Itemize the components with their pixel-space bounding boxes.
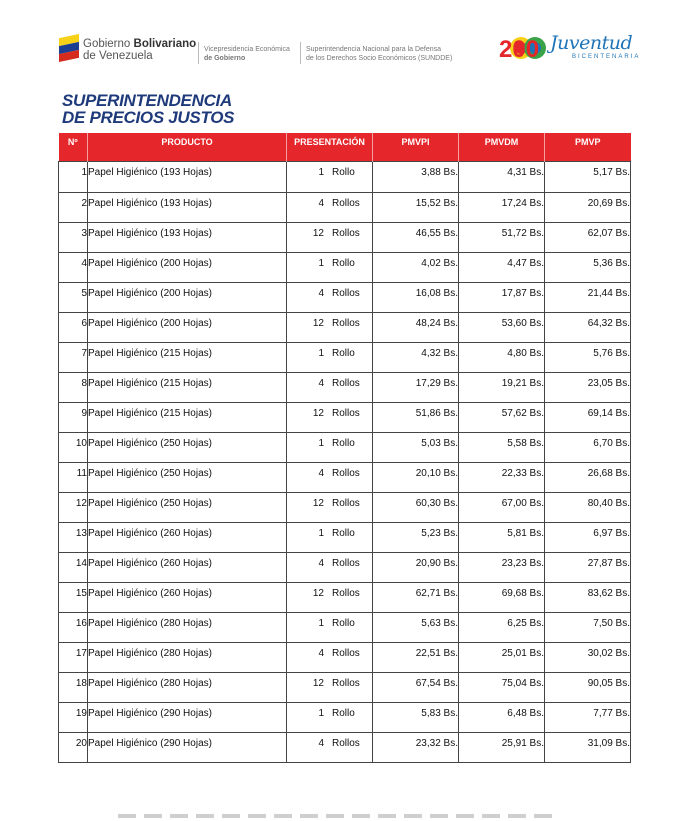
cell-pmvpi: 60,30 Bs. [373,493,459,523]
vice-line1: Vicepresidencia Económica [204,46,290,53]
cell-number: 18 [59,673,88,703]
table-row [59,373,631,403]
cell-product: Papel Higiénico (280 Hojas) [88,613,287,643]
cell-pmvpi: 3,88 Bs. [373,162,459,193]
cell-pmvdm: 4,80 Bs. [459,343,545,373]
cell-number: 19 [59,703,88,733]
cell-presentation [287,433,373,463]
column-header-pmvpi: PMVPI [373,133,459,162]
cell-presentation [287,523,373,553]
cell-pmvp: 6,70 Bs. [545,433,631,463]
table-row [59,223,631,253]
cell-number: 5 [59,283,88,313]
presentation-quantity: 4 [318,198,324,209]
cell-pmvdm: 5,58 Bs. [459,433,545,463]
cell-pmvp: 23,05 Bs. [545,373,631,403]
cell-pmvdm: 67,00 Bs. [459,493,545,523]
cell-pmvdm: 6,48 Bs. [459,703,545,733]
table-row [59,433,631,463]
gov-line2: de Venezuela [83,50,153,62]
cell-pmvdm: 19,21 Bs. [459,373,545,403]
cell-pmvpi: 67,54 Bs. [373,673,459,703]
price-table-body [59,162,631,763]
cell-presentation [287,253,373,283]
column-header-pmvdm: PMVDM [459,133,545,162]
cell-product: Papel Higiénico (200 Hojas) [88,313,287,343]
price-table [58,133,631,763]
cell-pmvdm: 57,62 Bs. [459,403,545,433]
sundde-line1: Superintendencia Nacional para la Defensa [306,46,442,53]
venezuela-flag-icon [59,34,79,62]
cell-number: 6 [59,313,88,343]
table-row [59,463,631,493]
cell-presentation [287,613,373,643]
presentation-unit: Rollos [332,468,360,479]
vice-presidency-text [204,45,290,63]
cell-number: 2 [59,193,88,223]
presentation-quantity: 1 [318,528,324,539]
cell-product: Papel Higiénico (290 Hojas) [88,703,287,733]
cell-pmvdm: 25,91 Bs. [459,733,545,763]
presentation-unit: Rollo [332,618,355,629]
cell-pmvpi: 46,55 Bs. [373,223,459,253]
header-divider [198,42,199,64]
cell-pmvp: 5,36 Bs. [545,253,631,283]
cell-number: 9 [59,403,88,433]
vice-line2: de Gobierno [204,55,246,62]
cell-pmvp: 31,09 Bs. [545,733,631,763]
table-row [59,493,631,523]
cell-product: Papel Higiénico (200 Hojas) [88,253,287,283]
cell-product: Papel Higiénico (215 Hojas) [88,343,287,373]
table-row [59,733,631,763]
presentation-unit: Rollos [332,288,360,299]
title-line2: DE PRECIOS JUSTOS [62,108,235,127]
presentation-unit: Rollos [332,378,360,389]
cell-pmvdm: 5,81 Bs. [459,523,545,553]
presentation-unit: Rollo [332,348,355,359]
cell-presentation [287,583,373,613]
cell-pmvp: 80,40 Bs. [545,493,631,523]
bicentenary-logo-icon [498,33,548,63]
column-header-product: PRODUCTO [88,133,287,162]
presentation-unit: Rollos [332,228,360,239]
presentation-unit: Rollo [332,528,355,539]
cell-product: Papel Higiénico (250 Hojas) [88,433,287,463]
table-row [59,643,631,673]
table-row [59,523,631,553]
presentation-quantity: 12 [312,498,324,509]
presentation-unit: Rollo [332,258,355,269]
cell-number: 14 [59,553,88,583]
cell-product: Papel Higiénico (280 Hojas) [88,643,287,673]
presentation-quantity: 12 [312,318,324,329]
presentation-quantity: 1 [318,708,324,719]
cell-pmvpi: 5,03 Bs. [373,433,459,463]
presentation-quantity: 12 [312,678,324,689]
cell-pmvp: 83,62 Bs. [545,583,631,613]
table-row [59,403,631,433]
cell-product: Papel Higiénico (200 Hojas) [88,283,287,313]
document-header [0,0,687,80]
presentation-unit: Rollos [332,738,360,749]
cell-number: 20 [59,733,88,763]
presentation-quantity: 1 [318,438,324,449]
cell-presentation [287,733,373,763]
cell-product: Papel Higiénico (193 Hojas) [88,193,287,223]
cell-number: 17 [59,643,88,673]
cell-pmvdm: 6,25 Bs. [459,613,545,643]
presentation-quantity: 4 [318,378,324,389]
cell-pmvpi: 48,24 Bs. [373,313,459,343]
cell-product: Papel Higiénico (260 Hojas) [88,583,287,613]
cell-number: 16 [59,613,88,643]
cell-product: Papel Higiénico (260 Hojas) [88,523,287,553]
table-row [59,313,631,343]
presentation-unit: Rollo [332,708,355,719]
cell-presentation [287,403,373,433]
cell-pmvp: 5,76 Bs. [545,343,631,373]
presentation-unit: Rollos [332,678,360,689]
cell-pmvp: 90,05 Bs. [545,673,631,703]
juventud-logo-text: Juventud [550,32,633,54]
table-row [59,162,631,193]
cell-number: 1 [59,162,88,193]
table-header-row [59,133,631,162]
cell-pmvdm: 25,01 Bs. [459,643,545,673]
juventud-logo-subtext: BICENTENARIA [572,54,641,60]
cell-pmvp: 69,14 Bs. [545,403,631,433]
cell-presentation [287,193,373,223]
presentation-quantity: 1 [318,618,324,629]
cell-pmvp: 27,87 Bs. [545,553,631,583]
cell-number: 10 [59,433,88,463]
presentation-quantity: 12 [312,588,324,599]
cell-pmvdm: 17,24 Bs. [459,193,545,223]
cell-pmvdm: 75,04 Bs. [459,673,545,703]
cell-product: Papel Higiénico (280 Hojas) [88,673,287,703]
cell-product: Papel Higiénico (193 Hojas) [88,223,287,253]
sundde-text [306,45,452,63]
presentation-unit: Rollos [332,558,360,569]
cell-pmvpi: 5,63 Bs. [373,613,459,643]
cell-pmvp: 30,02 Bs. [545,643,631,673]
cell-product: Papel Higiénico (250 Hojas) [88,463,287,493]
title-line1: SUPERINTENDENCIA [62,91,232,110]
cell-presentation [287,162,373,193]
sundde-line2: de los Derechos Socio Económicos (SUNDDE) [306,55,453,62]
table-row [59,343,631,373]
gov-line1-bold: Bolivariano [133,38,197,50]
cell-pmvdm: 53,60 Bs. [459,313,545,343]
cell-pmvpi: 17,29 Bs. [373,373,459,403]
cell-number: 3 [59,223,88,253]
gov-line1-prefix: Gobierno [83,38,134,50]
presentation-unit: Rollos [332,408,360,419]
cell-product: Papel Higiénico (193 Hojas) [88,162,287,193]
presentation-unit: Rollos [332,498,360,509]
cell-pmvpi: 20,10 Bs. [373,463,459,493]
cell-pmvpi: 5,23 Bs. [373,523,459,553]
cell-product: Papel Higiénico (260 Hojas) [88,553,287,583]
cell-pmvdm: 23,23 Bs. [459,553,545,583]
cell-pmvdm: 4,47 Bs. [459,253,545,283]
presentation-quantity: 1 [318,167,324,178]
cell-number: 8 [59,373,88,403]
cell-pmvdm: 17,87 Bs. [459,283,545,313]
government-logo-text [83,38,196,62]
cell-pmvpi: 4,02 Bs. [373,253,459,283]
cell-pmvpi: 22,51 Bs. [373,643,459,673]
presentation-unit: Rollos [332,198,360,209]
cell-pmvp: 7,77 Bs. [545,703,631,733]
table-row [59,253,631,283]
cell-pmvpi: 62,71 Bs. [373,583,459,613]
cell-number: 11 [59,463,88,493]
presentation-unit: Rollos [332,318,360,329]
presentation-unit: Rollos [332,648,360,659]
cell-presentation [287,313,373,343]
cell-presentation [287,223,373,253]
cell-pmvdm: 69,68 Bs. [459,583,545,613]
cell-presentation [287,673,373,703]
table-row [59,283,631,313]
cell-presentation [287,283,373,313]
cell-pmvp: 26,68 Bs. [545,463,631,493]
cell-presentation [287,373,373,403]
cell-number: 4 [59,253,88,283]
cell-pmvdm: 51,72 Bs. [459,223,545,253]
presentation-quantity: 4 [318,738,324,749]
cell-number: 15 [59,583,88,613]
cell-pmvpi: 51,86 Bs. [373,403,459,433]
page-title [62,92,234,126]
presentation-quantity: 4 [318,558,324,569]
cell-pmvp: 21,44 Bs. [545,283,631,313]
cell-product: Papel Higiénico (215 Hojas) [88,403,287,433]
cell-pmvp: 20,69 Bs. [545,193,631,223]
presentation-quantity: 12 [312,408,324,419]
cell-pmvpi: 4,32 Bs. [373,343,459,373]
footer-text-faded [118,814,558,818]
presentation-quantity: 1 [318,348,324,359]
presentation-unit: Rollos [332,588,360,599]
cell-product: Papel Higiénico (215 Hojas) [88,373,287,403]
cell-presentation [287,463,373,493]
cell-number: 7 [59,343,88,373]
logo-number: 200 [499,36,540,63]
cell-product: Papel Higiénico (250 Hojas) [88,493,287,523]
cell-presentation [287,553,373,583]
table-row [59,553,631,583]
cell-pmvpi: 15,52 Bs. [373,193,459,223]
cell-presentation [287,493,373,523]
presentation-quantity: 4 [318,648,324,659]
table-row [59,193,631,223]
table-row [59,673,631,703]
cell-pmvpi: 5,83 Bs. [373,703,459,733]
cell-presentation [287,703,373,733]
cell-pmvdm: 4,31 Bs. [459,162,545,193]
cell-presentation [287,643,373,673]
table-row [59,583,631,613]
cell-pmvpi: 16,08 Bs. [373,283,459,313]
presentation-quantity: 1 [318,258,324,269]
cell-product: Papel Higiénico (290 Hojas) [88,733,287,763]
cell-pmvp: 7,50 Bs. [545,613,631,643]
cell-pmvp: 62,07 Bs. [545,223,631,253]
cell-number: 12 [59,493,88,523]
table-row [59,613,631,643]
presentation-unit: Rollo [332,438,355,449]
cell-pmvp: 5,17 Bs. [545,162,631,193]
presentation-quantity: 12 [312,228,324,239]
cell-pmvp: 64,32 Bs. [545,313,631,343]
header-divider [300,42,301,64]
cell-pmvdm: 22,33 Bs. [459,463,545,493]
cell-number: 13 [59,523,88,553]
column-header-pmvp: PMVP [545,133,631,162]
cell-pmvp: 6,97 Bs. [545,523,631,553]
cell-pmvpi: 23,32 Bs. [373,733,459,763]
cell-presentation [287,343,373,373]
column-header-number: Nº [59,133,88,162]
table-row [59,703,631,733]
column-header-presentation: PRESENTACIÓN [287,133,373,162]
presentation-quantity: 4 [318,288,324,299]
presentation-unit: Rollo [332,167,355,178]
cell-pmvpi: 20,90 Bs. [373,553,459,583]
presentation-quantity: 4 [318,468,324,479]
